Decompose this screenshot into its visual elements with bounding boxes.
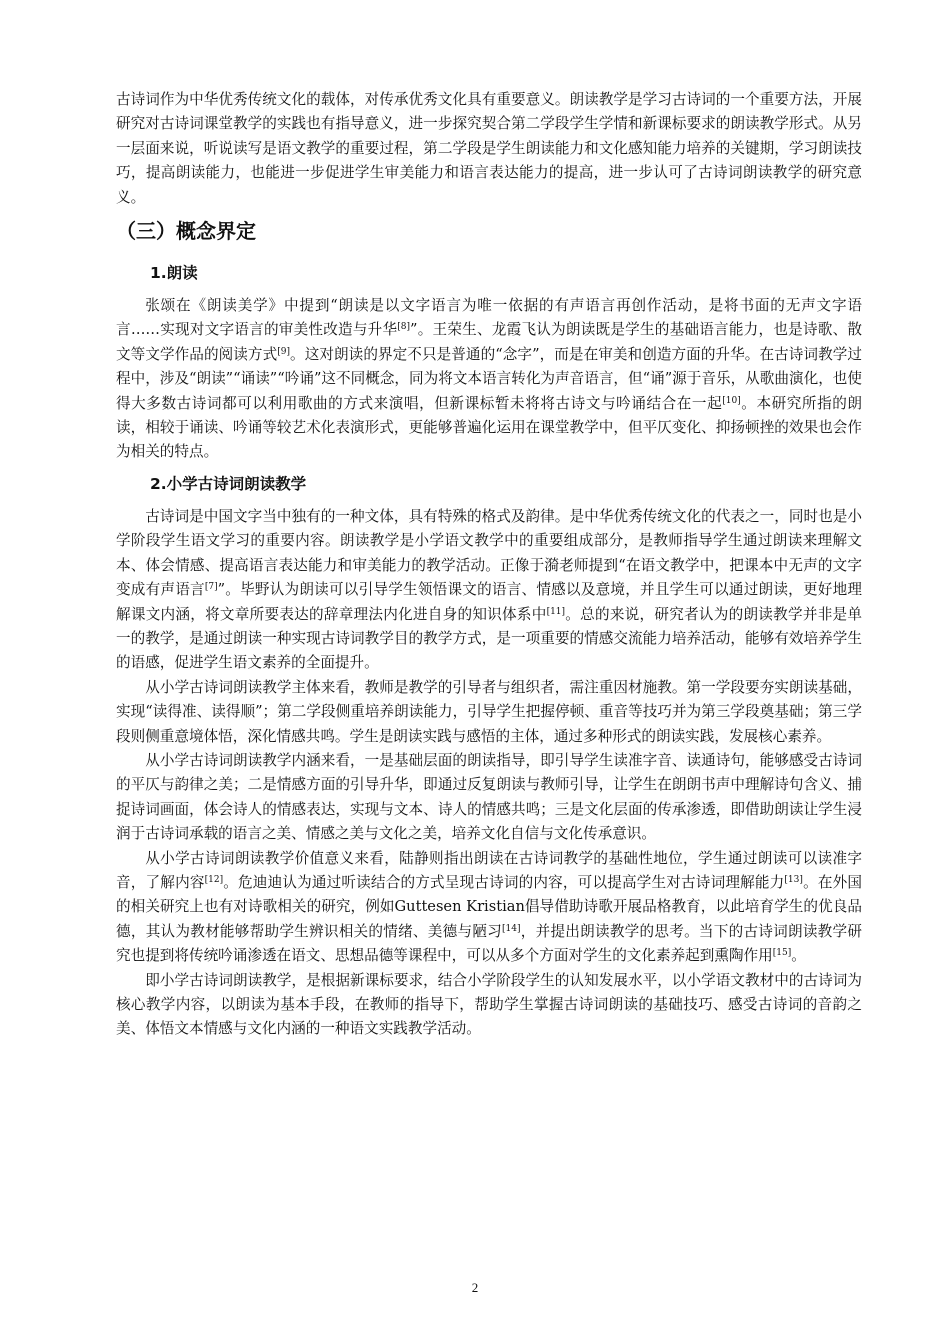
paragraph-reading-definition — [116, 294, 862, 465]
intro-paragraph: 古诗词作为中华优秀传统文化的载体，对传承优秀文化具有重要意义。朗读教学是学习古诗词的一个重要方法，开展研究对古诗词课堂教学的实践也有指导意义，进一步探究契合第二学段学生学情和新课标要求的朗读教学形式。从另一层面来说，听说读写是语文教学的重要过程，第二学段是学生朗读能力和文化感知能力培养的关键期，学习朗读技巧，提高朗读能力，也能进一步促进学生审美能力和语言表达能力的提高，进一步认可了古诗词朗读教学的研究意义。 — [116, 91, 862, 206]
paragraph-poetry-reading-4 — [116, 847, 862, 969]
text-segment: ”。王荣生、龙霞飞认为朗读既是学生的基础语言能力，也是诗歌、散文等文学作品的阅读方式 — [116, 321, 862, 363]
paragraph-poetry-reading-5: 即小学古诗词朗读教学，是根据新课标要求，结合小学阶段学生的认知发展水平，以小学语文教材中的古诗词为核心教学内容，以朗读为基本手段，在教师的指导下，帮助学生掌握古诗词朗读的基础技巧、感受古诗词的音韵之美、体悟文本情感与文化内涵的一种语文实践教学活动。 — [116, 971, 862, 1038]
text-segment: 。 — [791, 947, 806, 965]
subsection-heading-1: 1.朗读 — [150, 264, 198, 283]
citation-ref: [14] — [502, 923, 521, 934]
page-content — [116, 88, 862, 1042]
subsection-heading-2: 2.小学古诗词朗读教学 — [150, 474, 307, 493]
paragraph-poetry-reading-1 — [116, 505, 862, 676]
paragraph-poetry-reading-3: 从小学古诗词朗读教学内涵来看，一是基础层面的朗读指导，即引导学生读准字音、读通诗句，能够感受古诗词的平仄与韵律之美；二是情感方面的引导升华，即通过反复朗读与教师引导，让学生在朗朗书声中理解诗句含义、捕捉诗词画面，体会诗人的情感表达，实现与文本、诗人的情感共鸣；三是文化层面的传承渗透，即借助朗读让学生浸润于古诗词承载的语言之美、情感之美与文化之美，培养文化自信与文化传承意识。 — [116, 751, 862, 843]
citation-ref: [13] — [784, 874, 803, 885]
citation-ref: [8] — [397, 322, 411, 333]
citation-ref: [9] — [277, 346, 290, 357]
text-segment: 。本研究所指的朗读，相较于诵读、吟诵等较艺术化表演形式，更能够普遍化运用在课堂教学中，但平仄变化、抑扬顿挫的效果也会作为相关的特点。 — [116, 394, 862, 461]
citation-ref: [7] — [204, 582, 218, 593]
citation-ref: [10] — [722, 395, 741, 406]
citation-ref: [11] — [546, 606, 566, 617]
paragraph-poetry-reading-2: 从小学古诗词朗读教学主体来看，教师是教学的引导者与组织者，需注重因材施教。第一学段要夯实朗读基础，实现“读得准、读得顺”；第二学段侧重培养朗读能力，引导学生把握停顿、重音等技巧并为第三学段奠基础；第三学段则侧重意境体悟，深化情感共鸣。学生是朗读实践与感悟的主体，通过多种形式的朗读实践，发展核心素养。 — [116, 678, 862, 745]
text-segment: 张颂在《朗读美学》中提到“朗读是以文字语言为唯一依据的有声语言再创作活动，是将书面的无声文字语言……实现对文字语言的审美性改造与升华 — [116, 297, 862, 339]
citation-ref: [12] — [204, 874, 224, 885]
citation-ref: [15] — [772, 948, 792, 959]
text-segment: 。危迪迪认为通过听读结合的方式呈现古诗词的内容，可以提高学生对古诗词理解能力 — [223, 873, 785, 891]
section-heading: （三）概念界定 — [116, 219, 256, 244]
text-segment: 古诗词是中国文字当中独有的一种文体，具有特殊的格式及韵律。是中华优秀传统文化的代表之一，同时也是小学阶段学生语文学习的重要内容。朗读教学是小学语文教学中的重要组成部分，是教师指导学生通过朗读来理解文本、体会情感、提高语言表达能力和审美能力的教学活动。正像于漪老师提到“在语文教学中，把课本中无声的文字变成有声语言 — [116, 507, 862, 599]
text-segment: ，并提出朗读教学的思考。当下的古诗词朗读教学研究也提到将传统吟诵渗透在语文、思想品德等课程中，可以从多个方面对学生的文化素养起到熏陶作用 — [116, 922, 862, 965]
text-segment: 。这对朗读的界定不只是普通的“念字”，而是在审美和创造方面的升华。在古诗词教学过程中，涉及“朗读”“诵读”“吟诵”这不同概念，同为将文本语言转化为声音语言，但“诵”源于音乐，从歌曲演化，也使得大多数古诗词都可以利用歌曲的方式来演唱，但新课标暂未将将古诗文与吟诵结合在一起 — [116, 345, 862, 412]
text-segment: 。总的来说，研究者认为的朗读教学并非是单一的教学，是通过朗读一种实现古诗词教学目的教学方式，是一项重要的情感交流能力培养活动，能够有效培养学生的语感，促进学生语文素养的全面提升。 — [116, 605, 862, 672]
page-number: 2 — [471, 1280, 479, 1295]
text-segment: 从小学古诗词朗读教学价值意义来看，陆静则指出朗读在古诗词教学的基础性地位，学生通过朗读可以读准字音，了解内容 — [116, 849, 862, 891]
text-segment: ”。毕野认为朗读可以引导学生领悟课文的语言、情感以及意境，并且学生可以通过朗读，更好地理解课文内涵，将文章所要表达的辞章理法内化进自身的知识体系中 — [116, 581, 862, 623]
text-segment: 。在外国的相关研究上也有对诗歌相关的研究，例如Guttesen Kristian倡导借助诗歌开展品格教育，以此培育学生的优良品德，其认为教材能够帮助学生辨识相关的情绪、美德与陋习 — [116, 873, 862, 940]
